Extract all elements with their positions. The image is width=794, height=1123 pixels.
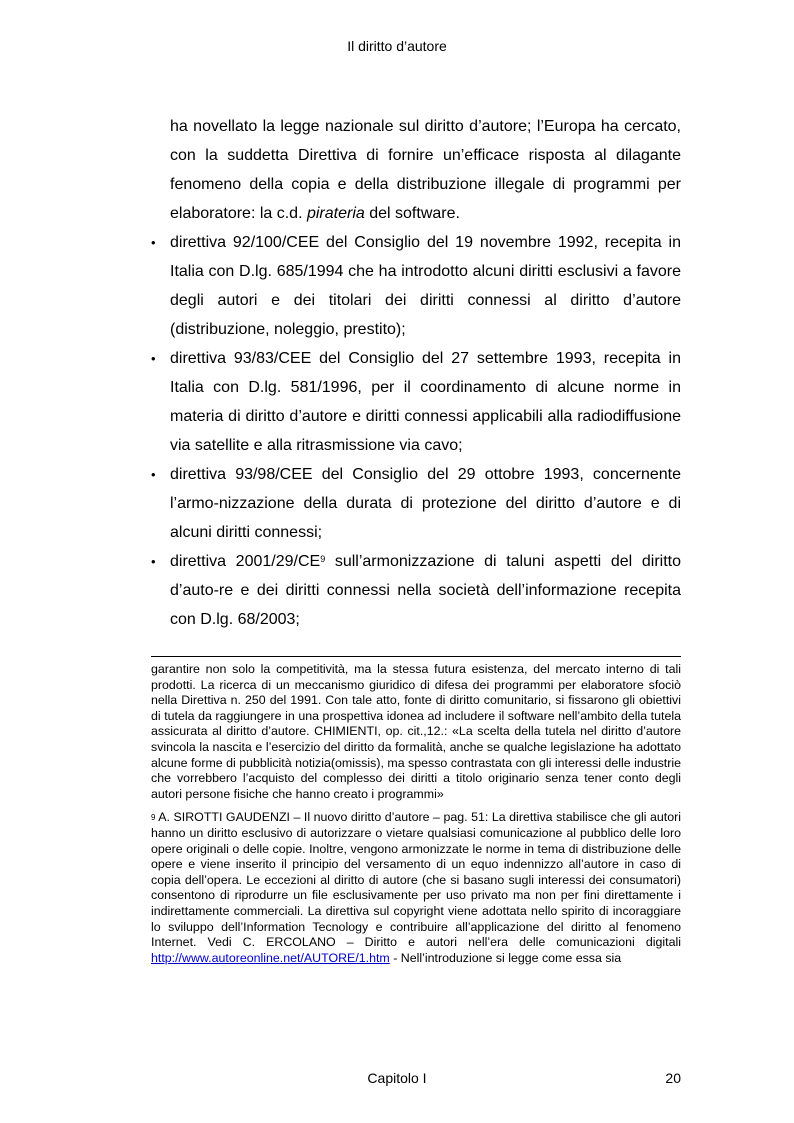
page-number: 20 <box>665 1070 681 1086</box>
italic-term: pirateria <box>306 205 365 222</box>
footnotes <box>151 662 681 966</box>
footnote-ref[interactable]: 9 <box>320 554 326 564</box>
list-item-text: direttiva 93/98/CEE del Consiglio del 29 ottobre 1993, concernente l’armo-nizzazione della durata di protezione del diritto d’autore e di alcuni diritti connessi; <box>170 466 681 541</box>
list-item <box>151 228 681 344</box>
list-item-text-end: sull’armonizzazione di taluni aspetti del diritto d’auto-re e dei diritti connessi nella società dell’informazione recepita con D.lg. 68/2003; <box>170 553 682 628</box>
directive-list <box>151 228 681 634</box>
footnote-9 <box>151 810 681 966</box>
footnote-text-end: - Nell’introduzione si legge come essa sia <box>389 950 622 965</box>
list-item <box>151 547 681 634</box>
bullet-icon: • <box>151 554 156 569</box>
list-item-text: direttiva 93/83/CEE del Consiglio del 27 settembre 1993, recepita in Italia con D.lg. 581/1996, per il coordinamento di alcune norme in materia di diritto d’autore e diritti connessi applicabili alla radiodiffusione via satellite e alla ritrasmissione via cavo; <box>170 350 681 454</box>
footnote-continued: garantire non solo la competitività, ma la stessa futura esistenza, del mercato interno di tali prodotti. La ricerca di un meccanismo giuridico di difesa dei programmi per elaboratore sfociò nella Direttiva n. 250 del 1991. Con tale atto, fonte di diritto comunitario, si fissarono gli obiettivi di tutela da raggiungere in una prospettiva idonea ad includere il software nell’ambito della tutela assicurata al diritto d’autore. CHIMIENTI, op. cit.,12.: «La scelta della tutela nel diritto d’autore svincola la nascita e l’esercizio del diritto da formalità, anche se qualche legislazione ha adottato alcune forme di pubblicità notizia(omissis), ma spesso contrastata con gli interessi delle industrie che vorrebbero l’acquisto del complesso dei diritti a titolo originario senza tener conto degli autori persone fisiche che hanno creato i programmi» <box>151 662 681 801</box>
bullet-icon: • <box>151 351 156 366</box>
footnote-text: A. SIROTTI GAUDENZI – Il nuovo diritto d’autore – pag. 51: La direttiva stabilisce che gli autori hanno un diritto esclusivo di autorizzare o vietare qualsiasi comunicazione al pubblico delle loro opere originali o delle copie. Inoltre, vengono armonizzate le norme in tema di distribuzione delle opere e viene inserito il principio del versamento di un equo indennizzo all’autore in caso di copia dell’opera. Le eccezioni al diritto di autore (che si basano sugli interessi dei consumatori) consentono di riprodurre un file esclusivamente per uso privato ma non per fini direttamente i indirettamente commerciali. La direttiva sul copyright viene adottata nello spirito di incoraggiare lo sviluppo dell’Information Tecnology e contribuire all’applicazione del diritto al fenomeno Internet. Vedi C. ERCOLANO – Diritto e autori nell’era delle comunicazioni digitali <box>151 810 681 950</box>
list-item-text: direttiva 92/100/CEE del Consiglio del 19 novembre 1992, recepita in Italia con D.lg. 685/1994 che ha introdotto alcuni diritti esclusivi a favore degli autori e dei titolari dei diritti connessi al diritto d’autore (distribuzione, noleggio, prestito); <box>170 234 681 338</box>
main-text <box>151 112 681 634</box>
footnote-number: 9 <box>151 813 156 823</box>
footer-chapter: Capitolo I <box>367 1070 427 1086</box>
running-header: Il diritto d’autore <box>347 38 447 54</box>
intro-text: ha novellato la legge nazionale sul diritto d’autore; l’Europa ha cercato, con la suddetta Direttiva di fornire un’efficace risposta al dilagante fenomeno della copia e della distribuzione illegale di programmi per elaboratore: la c.d. <box>170 118 681 222</box>
intro-text-end: del software. <box>364 205 460 222</box>
list-item <box>151 344 681 460</box>
bullet-icon: • <box>151 235 156 250</box>
footnote-link[interactable]: http://www.autoreonline.net/AUTORE/1.htm <box>151 950 390 965</box>
intro-paragraph <box>170 112 681 228</box>
bullet-icon: • <box>151 467 156 482</box>
footnote-separator <box>151 656 681 657</box>
list-item-text: direttiva 2001/29/CE <box>170 553 321 570</box>
list-item <box>151 460 681 547</box>
